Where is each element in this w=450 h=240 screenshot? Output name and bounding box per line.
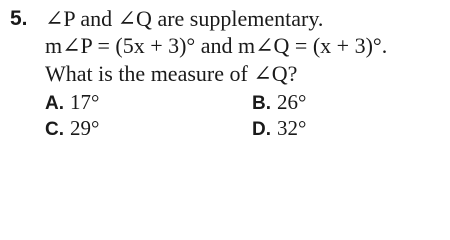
question-number: 5.: [10, 7, 28, 30]
choice-d-letter: D.: [252, 119, 271, 140]
choice-d: [252, 115, 306, 143]
choice-c: [45, 115, 99, 143]
question-line-1: ∠P and ∠Q are supplementary.: [45, 6, 324, 31]
choice-a: [45, 89, 99, 117]
choice-a-value: 17°: [70, 90, 100, 114]
choice-b-value: 26°: [277, 90, 307, 114]
choice-c-value: 29°: [70, 116, 100, 140]
choice-a-letter: A.: [45, 93, 64, 114]
choice-b: [252, 89, 306, 117]
question-line-2: m∠P = (5x + 3)° and m∠Q = (x + 3)°.: [45, 33, 388, 58]
question-prompt: What is the measure of ∠Q?: [45, 61, 298, 86]
choice-d-value: 32°: [277, 116, 307, 140]
choice-c-letter: C.: [45, 119, 64, 140]
choice-b-letter: B.: [252, 93, 271, 114]
